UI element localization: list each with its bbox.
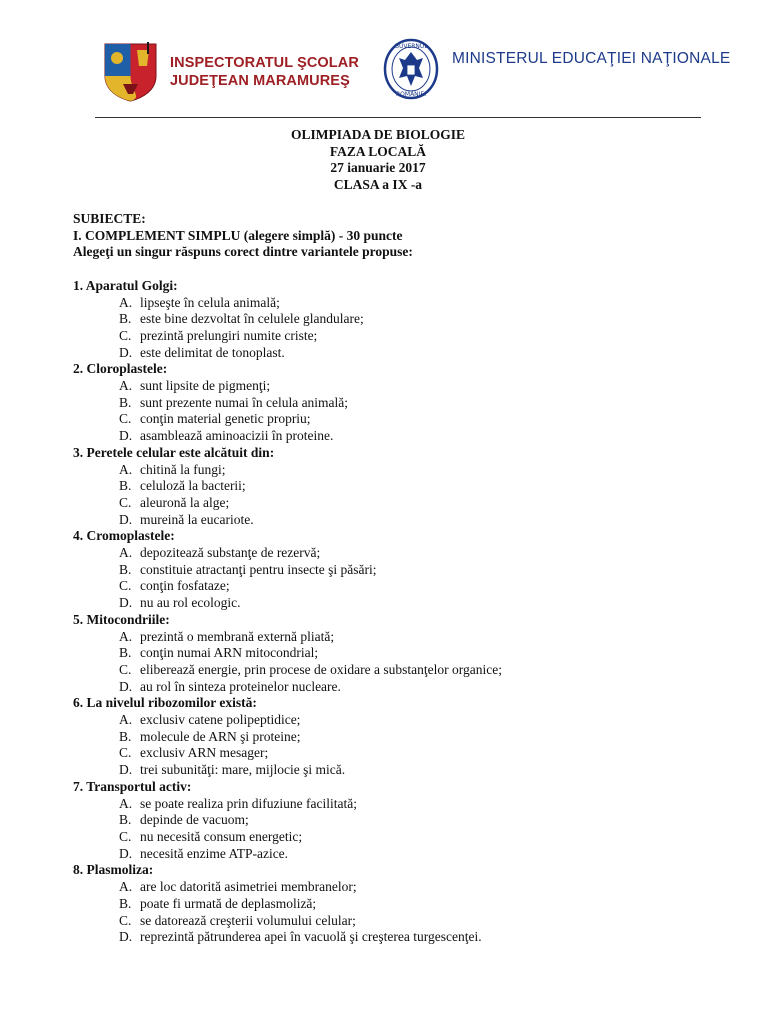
question-title: 6. La nivelul ribozomilor există: bbox=[73, 695, 257, 711]
option-text: nu au rol ecologic. bbox=[140, 595, 241, 611]
option-letter: A. bbox=[119, 795, 133, 811]
answer-option bbox=[73, 478, 733, 495]
document-header bbox=[0, 0, 768, 116]
question-title: 3. Peretele celular este alcătuit din: bbox=[73, 444, 275, 460]
option-letter: A. bbox=[119, 378, 133, 394]
question-list bbox=[73, 278, 733, 946]
question bbox=[73, 612, 733, 696]
seal-bottom-text: ROMÂNIEI bbox=[396, 91, 426, 98]
option-letter: A. bbox=[119, 461, 133, 477]
answer-option bbox=[73, 578, 733, 595]
answer-option bbox=[73, 896, 733, 913]
option-text: celuloză la bacterii; bbox=[140, 478, 246, 494]
question-title: 7. Transportul activ: bbox=[73, 778, 192, 794]
document-title-block bbox=[0, 127, 768, 193]
answer-option bbox=[73, 729, 733, 746]
answer-option bbox=[73, 395, 733, 412]
spacer bbox=[73, 261, 733, 278]
option-text: se poate realiza prin difuziune facilitată; bbox=[140, 795, 358, 811]
question-title: 8. Plasmoliza: bbox=[73, 862, 154, 878]
answer-option bbox=[73, 796, 733, 813]
seal-top-text: GUVERNUL bbox=[394, 43, 428, 50]
option-text: necesită enzime ATP-azice. bbox=[140, 845, 289, 861]
ministry-name: MINISTERUL EDUCAŢIEI NAŢIONALE bbox=[452, 50, 731, 67]
option-letter: C. bbox=[119, 912, 132, 928]
option-letter: C. bbox=[119, 829, 132, 844]
answer-option bbox=[73, 345, 733, 362]
answer-option bbox=[73, 913, 733, 930]
answer-option bbox=[73, 829, 733, 846]
option-letter: B. bbox=[119, 728, 132, 744]
subjects-heading: SUBIECTE: bbox=[73, 211, 146, 226]
option-letter: B. bbox=[119, 311, 132, 327]
option-letter: B. bbox=[119, 478, 132, 494]
answer-option bbox=[73, 662, 733, 679]
option-letter: D. bbox=[119, 344, 133, 360]
instruction-text: Alegeţi un singur răspuns corect dintre variantele propuse: bbox=[73, 244, 413, 260]
option-letter: C. bbox=[119, 578, 132, 594]
answer-option bbox=[73, 679, 733, 696]
option-text: asamblează aminoacizii în proteine. bbox=[140, 428, 334, 444]
option-text: conţin fosfataze; bbox=[140, 578, 230, 594]
option-text: exclusiv catene polipeptidice; bbox=[140, 712, 301, 728]
answer-option bbox=[73, 929, 733, 946]
question-title: 2. Cloroplastele: bbox=[73, 361, 168, 377]
answer-option bbox=[73, 328, 733, 345]
option-text: este bine dezvoltat în celulele glandulare; bbox=[140, 311, 364, 327]
option-letter: C. bbox=[119, 411, 132, 427]
title-olympiad: OLIMPIADA DE BIOLOGIE bbox=[290, 127, 466, 142]
question-title: 1. Aparatul Golgi: bbox=[73, 277, 178, 293]
option-text: aleuronă la alge; bbox=[140, 494, 230, 510]
option-letter: B. bbox=[119, 812, 132, 828]
answer-option bbox=[73, 545, 733, 562]
question bbox=[73, 278, 733, 362]
question-title: 5. Mitocondriile: bbox=[73, 611, 170, 627]
government-seal-icon bbox=[383, 38, 439, 100]
answer-option bbox=[73, 846, 733, 863]
option-text: se datorează creşterii volumului celular; bbox=[140, 912, 356, 928]
option-letter: B. bbox=[119, 895, 132, 911]
option-text: nu necesită consum energetic; bbox=[140, 829, 303, 844]
answer-option bbox=[73, 378, 733, 395]
question bbox=[73, 361, 733, 445]
answer-option bbox=[73, 495, 733, 512]
option-text: lipseşte în celula animală; bbox=[140, 294, 280, 310]
option-letter: D. bbox=[119, 511, 133, 527]
answer-option bbox=[73, 562, 733, 579]
answer-option bbox=[73, 762, 733, 779]
option-text: reprezintă pătrunderea apei în vacuolă şi creşterea turgescenţei. bbox=[140, 929, 482, 945]
option-text: constituie atractanţi pentru insecte şi păsări; bbox=[140, 561, 377, 577]
answer-option bbox=[73, 512, 733, 529]
title-grade: CLASA a IX -a bbox=[333, 176, 423, 192]
answer-option bbox=[73, 295, 733, 312]
question bbox=[73, 779, 733, 863]
option-letter: B. bbox=[119, 394, 132, 410]
option-text: conţin numai ARN mitocondrial; bbox=[140, 645, 319, 661]
answer-option bbox=[73, 812, 733, 829]
inspectorate-name bbox=[170, 54, 359, 90]
option-text: prezintă o membrană externă pliată; bbox=[140, 628, 335, 644]
option-letter: A. bbox=[119, 628, 133, 644]
option-letter: D. bbox=[119, 595, 133, 611]
header-divider bbox=[95, 117, 701, 118]
answer-option bbox=[73, 745, 733, 762]
question bbox=[73, 862, 733, 946]
option-text: molecule de ARN şi proteine; bbox=[140, 728, 301, 744]
option-text: eliberează energie, prin procese de oxidare a substanţelor organice; bbox=[140, 661, 502, 677]
exam-content bbox=[73, 211, 733, 946]
answer-option bbox=[73, 645, 733, 662]
title-date: 27 ianuarie 2017 bbox=[330, 160, 426, 176]
question bbox=[73, 445, 733, 529]
option-text: depinde de vacuom; bbox=[140, 812, 249, 828]
option-letter: D. bbox=[119, 678, 133, 694]
option-letter: A. bbox=[119, 879, 133, 895]
option-letter: C. bbox=[119, 494, 132, 510]
option-letter: D. bbox=[119, 845, 133, 861]
option-text: conţin material genetic propriu; bbox=[140, 411, 311, 427]
option-text: trei subunităţi: mare, mijlocie şi mică. bbox=[140, 762, 346, 778]
inspectorate-line-2: JUDEŢEAN MARAMUREŞ bbox=[170, 73, 350, 89]
option-text: sunt prezente numai în celula animală; bbox=[140, 394, 349, 410]
option-letter: A. bbox=[119, 712, 133, 728]
option-text: chitină la fungi; bbox=[140, 461, 226, 477]
title-phase: FAZA LOCALĂ bbox=[329, 143, 427, 159]
answer-option bbox=[73, 629, 733, 646]
option-letter: D. bbox=[119, 762, 133, 778]
option-text: este delimitat de tonoplast. bbox=[140, 344, 285, 360]
answer-option bbox=[73, 879, 733, 896]
option-letter: C. bbox=[119, 745, 132, 761]
option-text: depozitează substanţe de rezervă; bbox=[140, 545, 321, 561]
question-title: 4. Cromoplastele: bbox=[73, 528, 175, 544]
option-letter: C. bbox=[119, 327, 132, 343]
option-text: exclusiv ARN mesager; bbox=[140, 745, 269, 761]
question bbox=[73, 528, 733, 612]
answer-option bbox=[73, 428, 733, 445]
option-letter: D. bbox=[119, 929, 133, 945]
question bbox=[73, 695, 733, 779]
option-letter: B. bbox=[119, 645, 132, 661]
option-text: poate fi urmată de deplasmoliză; bbox=[140, 895, 317, 911]
option-letter: A. bbox=[119, 545, 133, 561]
answer-option bbox=[73, 712, 733, 729]
answer-option bbox=[73, 462, 733, 479]
option-text: prezintă prelungiri numite criste; bbox=[140, 327, 318, 343]
answer-option bbox=[73, 311, 733, 328]
option-text: are loc datorită asimetriei membranelor; bbox=[140, 879, 357, 895]
inspectorate-line-1: INSPECTORATUL ŞCOLAR bbox=[170, 55, 359, 71]
section-heading: I. COMPLEMENT SIMPLU (alegere simplă) - 30 puncte bbox=[73, 227, 403, 243]
option-letter: C. bbox=[119, 661, 132, 677]
option-text: sunt lipsite de pigmenţi; bbox=[140, 378, 271, 394]
option-letter: D. bbox=[119, 428, 133, 444]
option-letter: B. bbox=[119, 561, 132, 577]
maramures-crest-icon bbox=[103, 40, 158, 102]
option-letter: A. bbox=[119, 294, 133, 310]
option-text: au rol în sinteza proteinelor nucleare. bbox=[140, 678, 341, 694]
option-text: mureină la eucariote. bbox=[140, 511, 254, 527]
answer-option bbox=[73, 595, 733, 612]
answer-option bbox=[73, 411, 733, 428]
